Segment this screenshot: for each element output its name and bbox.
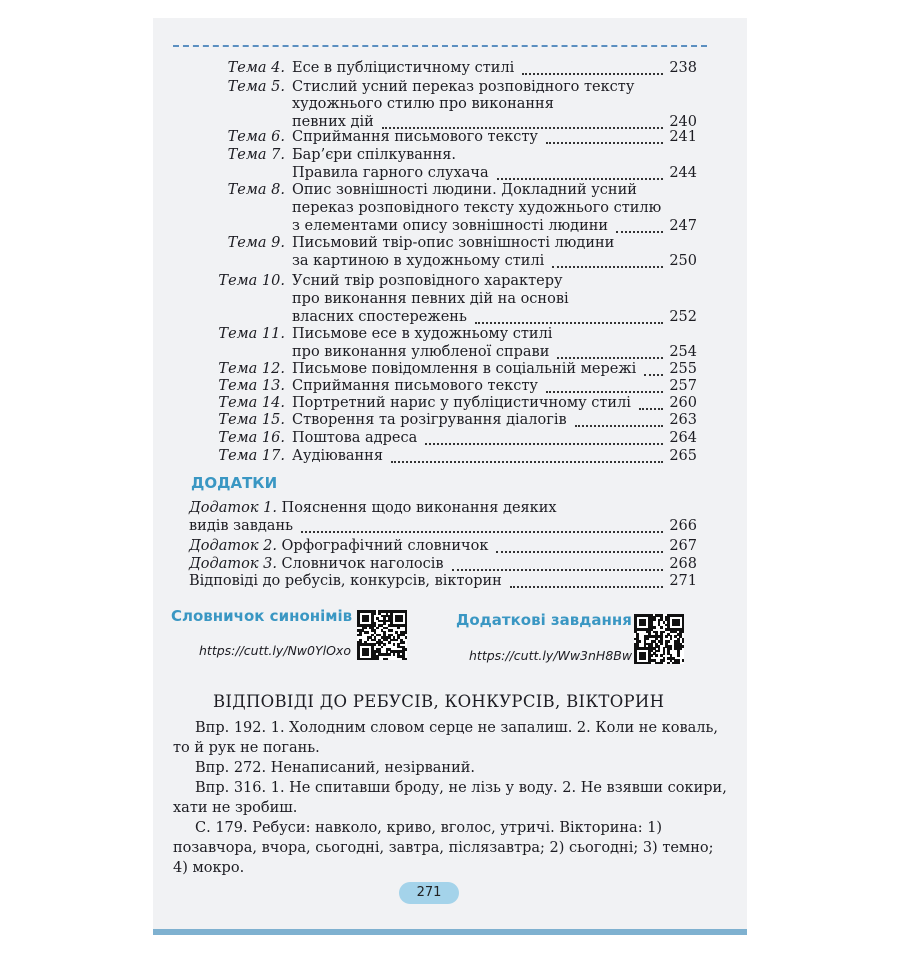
toc-topic-title: Створення та розігрування діалогів (292, 412, 567, 428)
appendix-title-text: Словничок наголосів (281, 556, 444, 572)
answer-paragraph: Впр. 272. Ненаписаний, незірваний. (195, 760, 476, 776)
appendix-label: Додаток 3. (189, 556, 277, 572)
toc-page-number[interactable]: 250 (669, 253, 697, 269)
appendix-page-number[interactable]: 271 (669, 573, 697, 589)
appendix-title-text: Відповіді до ребусів, конкурсів, вікторин (189, 573, 502, 589)
bottom-strip (153, 929, 747, 935)
toc-page-number[interactable]: 247 (669, 218, 697, 234)
toc-topic-title: про виконання певних дій на основі (292, 291, 569, 307)
dot-leader (301, 514, 663, 533)
toc-topic-title: певних дій (292, 114, 374, 130)
synonyms-title: Словничок синонімів (171, 607, 353, 625)
toc-topic-label: Тема 6. (227, 129, 285, 145)
toc-topic-label: Тема 7. (227, 147, 285, 163)
toc-entry-line (153, 180, 747, 200)
appendix-page-number[interactable]: 267 (669, 538, 697, 554)
appendix-label: Додаток 2. (189, 538, 277, 554)
toc-topic-label: Тема 10. (218, 273, 285, 289)
toc-topic-label: Тема 5. (227, 79, 285, 95)
appendix-title-text: Пояснення щодо виконання деяких (281, 500, 557, 516)
toc-topic-label: Тема 16. (218, 430, 285, 446)
appendix-page-number[interactable]: 266 (669, 518, 697, 534)
toc-topic-title: Аудіювання (292, 448, 383, 464)
appendix-entry-line (153, 571, 747, 591)
toc-topic-title: Поштова адреса (292, 430, 418, 446)
toc-topic-title: художнього стилю про виконання (292, 96, 554, 112)
toc-topic-title: Правила гарного слухача (292, 165, 489, 181)
book-page (153, 18, 747, 935)
toc-page-number[interactable]: 254 (669, 344, 697, 360)
dot-leader (552, 249, 663, 268)
toc-page-number[interactable]: 240 (669, 114, 697, 130)
answer-paragraph: Впр. 316. 1. Не спитавши броду, не лізь у воду. 2. Не взявши сокири, хати не зробиш. (173, 780, 727, 816)
appendix-entry-line (153, 516, 747, 536)
extra-tasks-url[interactable]: https://cutt.ly/Ww3nH8Bw (469, 648, 633, 663)
toc-topic-title: Письмовий твір-опис зовнішності людини (292, 235, 615, 251)
toc-topic-title: Есе в публіцистичному стилі (292, 60, 515, 76)
toc-topic-label: Тема 8. (227, 182, 285, 198)
toc-page-number[interactable]: 238 (669, 60, 697, 76)
appendix-page-number[interactable]: 268 (669, 556, 697, 572)
answer-paragraph: С. 179. Ребуси: навколо, криво, вголос, утричі. Вікторина: 1) позавчора, вчора, сьогодні, завтра, післязавтра; 2) сьогодні; 3) темно; 4) мокро. (173, 820, 714, 876)
toc-page-number[interactable]: 260 (669, 395, 697, 411)
toc-topic-title: Стислий усний переказ розповідного тексту (292, 79, 635, 95)
toc-topic-label: Тема 4. (227, 60, 285, 76)
toc-entry-line (153, 58, 747, 78)
dot-leader (496, 534, 663, 553)
synonyms-url[interactable]: https://cutt.ly/Nw0YlOxo (199, 643, 351, 658)
toc-topic-label: Тема 12. (218, 361, 285, 377)
toc-topic-label: Тема 17. (218, 448, 285, 464)
dot-leader (475, 305, 663, 324)
answer-paragraph: Впр. 192. 1. Холодним словом серце не запалиш. 2. Коли не коваль, то й рук не погань. (173, 720, 718, 756)
toc-topic-title: про виконання улюбленої справи (292, 344, 550, 360)
answers-title: ВІДПОВІДІ ДО РЕБУСІВ, КОНКУРСІВ, ВІКТОРИН (213, 692, 665, 711)
toc-topic-label: Тема 14. (218, 395, 285, 411)
toc-topic-label: Тема 9. (227, 235, 285, 251)
toc-topic-title: переказ розповідного тексту художнього стилю (292, 200, 662, 216)
toc-entry-line (153, 271, 747, 291)
toc-topic-label: Тема 13. (218, 378, 285, 394)
toc-page-number[interactable]: 255 (669, 361, 697, 377)
dot-leader (391, 444, 663, 463)
answers-body (173, 718, 728, 878)
toc-page-number[interactable]: 241 (669, 129, 697, 145)
appendix-title (189, 571, 502, 591)
toc-topic-label: Тема 11. (218, 326, 285, 342)
toc-entry-line (153, 446, 747, 466)
extra-tasks-title: Додаткові завдання (456, 611, 632, 629)
toc-entry-line (153, 251, 747, 271)
toc-topic-label: Тема 15. (218, 412, 285, 428)
toc-page-number[interactable]: 265 (669, 448, 697, 464)
appendix-label: Додаток 1. (189, 500, 277, 516)
toc-page-number[interactable]: 252 (669, 309, 697, 325)
toc-topic-title: власних спостережень (292, 309, 467, 325)
dot-leader (616, 214, 663, 233)
appendix-title (189, 516, 293, 536)
appendix-heading: ДОДАТКИ (191, 474, 278, 492)
toc-topic-title: Сприймання письмового тексту (292, 129, 538, 145)
toc-topic-title: Портретний нарис у публіцистичному стилі (292, 395, 631, 411)
appendix-title (189, 536, 488, 556)
toc-topic-title: Сприймання письмового тексту (292, 378, 538, 394)
appendix-title-text: видів завдань (189, 518, 294, 534)
toc-topic-title: Письмове повідомлення в соціальній мережі (292, 361, 637, 377)
toc-topic-title: Опис зовнішності людини. Докладний усний (292, 182, 637, 198)
toc-page-number[interactable]: 264 (669, 430, 697, 446)
appendix-title-text: Орфографічний словничок (281, 538, 489, 554)
toc-topic-title: Усний твір розповідного характеру (292, 273, 563, 289)
toc-topic-title: за картиною в художньому стилі (292, 253, 545, 269)
toc-page-number[interactable]: 244 (669, 165, 697, 181)
dashed-top-rule (173, 45, 707, 47)
toc-topic-title: Письмове есе в художньому стилі (292, 326, 553, 342)
dot-leader (546, 125, 663, 144)
toc-entry-line (153, 127, 747, 147)
dot-leader (497, 161, 663, 180)
toc-page-number[interactable]: 257 (669, 378, 697, 394)
toc-topic-title: з елементами опису зовнішності людини (292, 218, 609, 234)
dot-leader (425, 426, 663, 445)
page-number: 271 (399, 882, 459, 904)
qr-code-icon[interactable] (357, 610, 407, 660)
toc-topic-title: Бар’єри спілкування. (292, 147, 456, 163)
qr-code-icon[interactable] (634, 614, 684, 664)
dot-leader (575, 408, 663, 427)
dot-leader (522, 56, 663, 75)
dot-leader (510, 569, 663, 588)
toc-page-number[interactable]: 263 (669, 412, 697, 428)
